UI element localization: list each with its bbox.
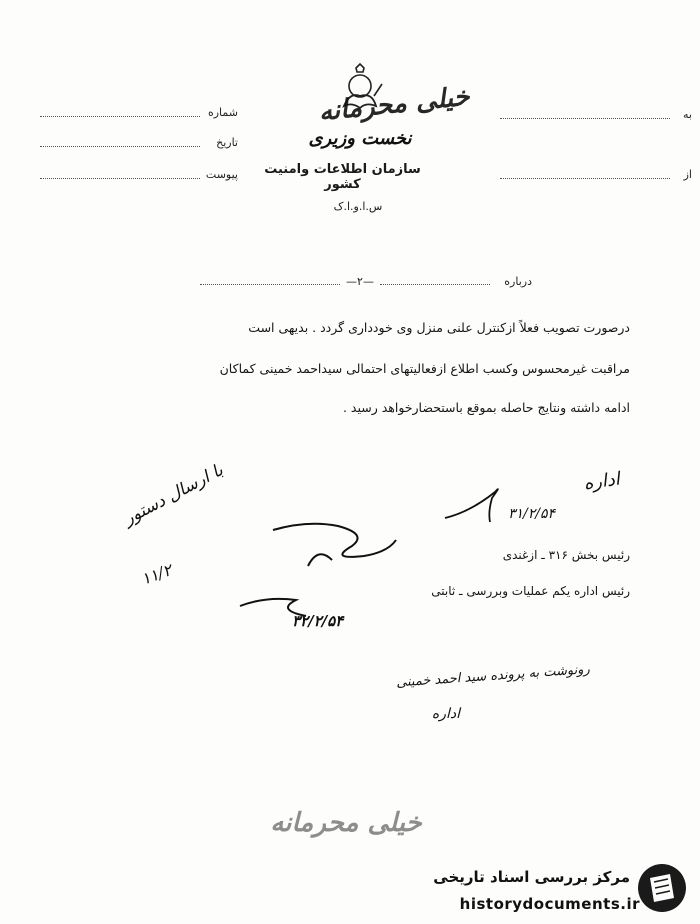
doc-code: س.ا.و.ا.ک <box>333 200 383 213</box>
marginal-note: رونوشت به پرونده سید احمد خمینی <box>395 661 591 691</box>
watermark-title: مرکز بررسی اسناد تاریخی <box>433 868 630 886</box>
handwritten-left-date: ۱۱/۲ <box>138 560 175 589</box>
date-1: ۳۱/۲/۵۴ <box>508 506 556 522</box>
number-field-label: شماره <box>207 106 238 119</box>
to-field-line <box>500 118 670 119</box>
date-field-line <box>40 146 200 147</box>
to-field-label: به <box>683 108 692 121</box>
signature-scribble-1 <box>268 516 408 576</box>
attachment-field-line <box>40 178 200 179</box>
subject-line-left <box>200 284 340 285</box>
date-field-label: تاریخ <box>216 136 238 149</box>
ministry-line2: سازمان اطلاعات وامنیت کشور <box>264 162 421 192</box>
ministry-line1: نخست وزیری <box>308 128 412 149</box>
number-field-line <box>40 116 200 117</box>
signature-stroke-top <box>440 478 520 528</box>
handwritten-top-right: اداره <box>582 468 622 495</box>
body-line-2: مراقبت غیرمحسوس وکسب اطلاع ازفعالیتهای احتمالی سیداحمد خمینی کماکان <box>219 361 630 376</box>
handwritten-left-note: با ارسال دستور <box>120 460 227 530</box>
date-2: ۳۲/۲/۵۴ <box>292 612 344 630</box>
subject-label: درباره <box>504 275 532 288</box>
from-field-label: از <box>683 168 692 181</box>
from-field-line <box>500 178 670 179</box>
body-line-3: ادامه داشته ونتایج حاصله بموقع باستحضارخواهد رسید . <box>342 400 630 415</box>
attachment-field-label: پیوست <box>205 168 238 181</box>
sig2-role: رئیس اداره یکم عملیات وبررسی ـ ثابتی <box>431 584 630 598</box>
sig1-role: رئیس بخش ۳۱۶ ـ ازغندی <box>502 548 630 562</box>
marginal-signature: اداره <box>431 706 460 722</box>
watermark-logo-icon <box>636 862 688 914</box>
page-marker: —۲— <box>346 275 374 288</box>
body-line-1: درصورت تصویب فعلاً ازکنترل علنی منزل وی خودداری گردد . بدیهی است <box>248 320 630 335</box>
confidential-stamp-top: خیلی محرمانه <box>317 81 472 128</box>
confidential-stamp-bottom: خیلی محرمانه <box>270 808 422 838</box>
subject-line-right <box>380 284 490 285</box>
watermark-url: historydocuments.ir <box>459 895 640 913</box>
